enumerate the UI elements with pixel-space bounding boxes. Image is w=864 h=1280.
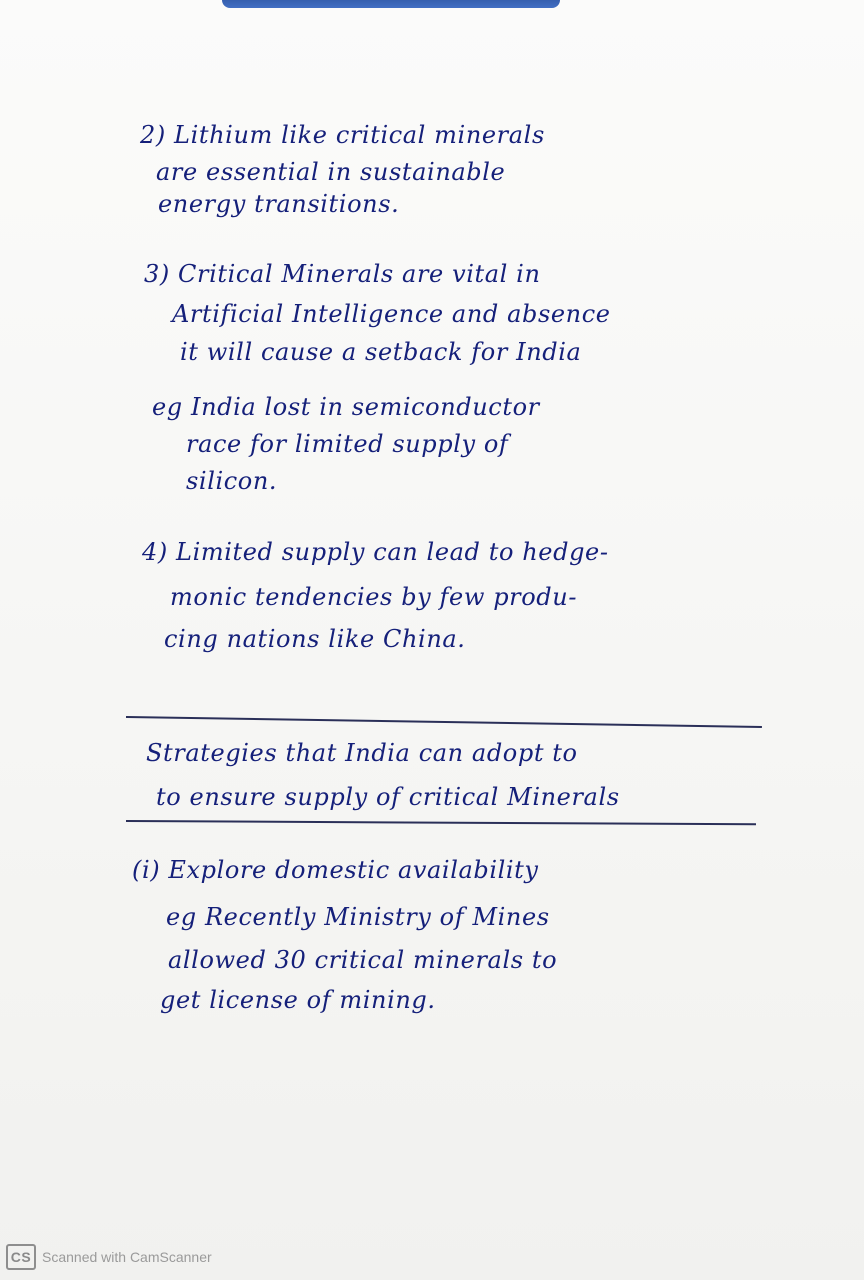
note-line: 2) Lithium like critical minerals — [140, 121, 545, 149]
strategies-heading: to ensure supply of critical Minerals — [156, 783, 620, 811]
note-line: monic tendencies by few produ- — [170, 583, 578, 611]
heading-bottom-rule — [126, 820, 756, 825]
note-line: eg Recently Ministry of Mines — [166, 903, 550, 931]
heading-top-rule — [126, 716, 762, 728]
camscanner-logo-icon: CS — [6, 1244, 36, 1270]
note-line: cing nations like China. — [164, 625, 466, 653]
note-line: eg India lost in semiconductor — [152, 393, 540, 421]
note-line: silicon. — [186, 467, 278, 495]
scanner-watermark — [6, 1244, 212, 1270]
strategies-heading: Strategies that India can adopt to — [146, 739, 578, 767]
note-line: it will cause a setback for India — [180, 338, 582, 366]
note-line: are essential in sustainable — [156, 158, 506, 186]
note-line: race for limited supply of — [186, 430, 509, 458]
note-line: Artificial Intelligence and absence — [172, 300, 611, 328]
note-line: allowed 30 critical minerals to — [168, 946, 558, 974]
note-line: 4) Limited supply can lead to hedge- — [142, 538, 609, 566]
note-line: energy transitions. — [158, 190, 400, 218]
binder-clip-mark — [222, 0, 560, 8]
note-line: get license of mining. — [160, 986, 436, 1014]
note-line: (i) Explore domestic availability — [132, 856, 539, 884]
watermark-text: Scanned with CamScanner — [42, 1249, 212, 1265]
note-line: 3) Critical Minerals are vital in — [144, 260, 541, 288]
